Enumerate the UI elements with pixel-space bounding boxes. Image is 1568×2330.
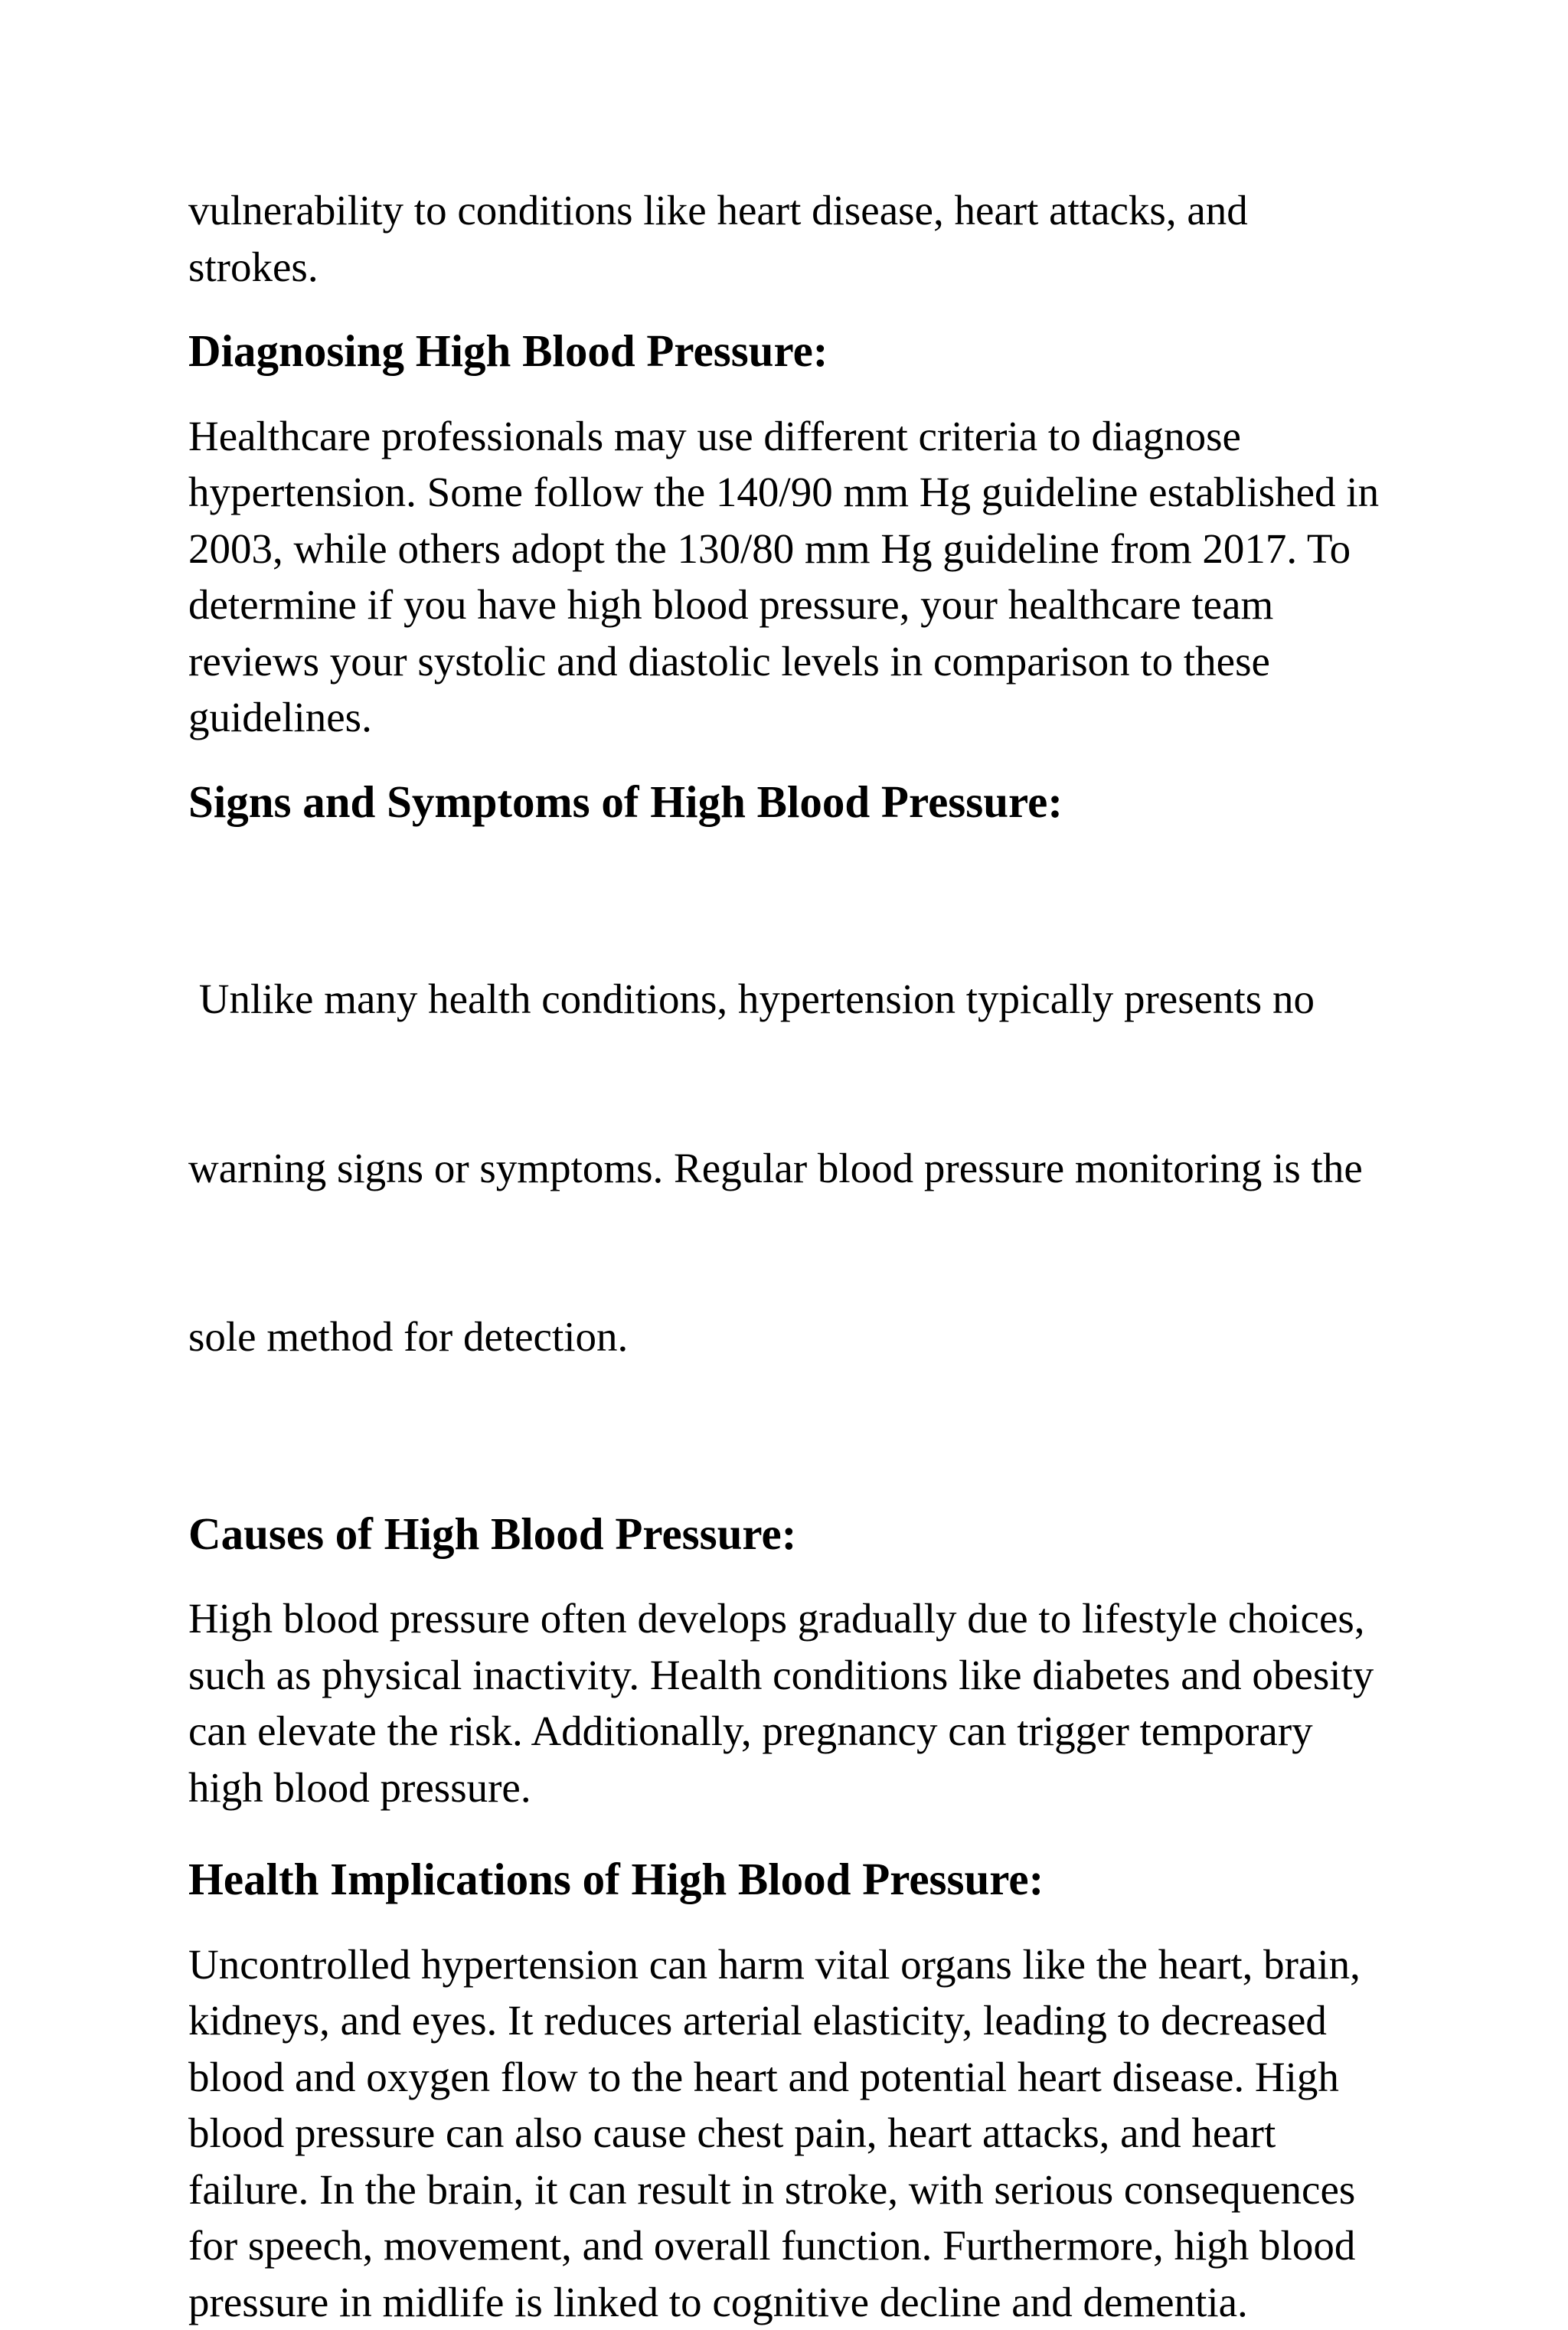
section-paragraph-diagnosing	[188, 408, 1413, 746]
section-heading-health-implications: Health Implications of High Blood Pressure:	[188, 1851, 1413, 1908]
paragraph-line: blood pressure can also cause chest pain, heart attacks, and heart	[188, 2105, 1413, 2162]
paragraph-line: guidelines.	[188, 689, 1413, 746]
paragraph-line: Healthcare professionals may use different criteria to diagnose	[188, 408, 1413, 465]
paragraph-line: can elevate the risk. Additionally, pregnancy can trigger temporary	[188, 1703, 1413, 1760]
paragraph-line: such as physical inactivity. Health conditions like diabetes and obesity	[188, 1647, 1413, 1704]
paragraph-line: kidneys, and eyes. It reduces arterial elasticity, leading to decreased	[188, 1992, 1413, 2049]
paragraph-line: reviews your systolic and diastolic levels in comparison to these	[188, 633, 1413, 690]
paragraph-line: strokes.	[188, 239, 1413, 296]
paragraph-line: failure. In the brain, it can result in stroke, with serious consequences	[188, 2162, 1413, 2218]
paragraph-line: vulnerability to conditions like heart disease, heart attacks, and	[188, 182, 1413, 239]
section-paragraph-signs-symptoms	[188, 858, 1413, 1478]
section-paragraph-causes	[188, 1590, 1413, 1815]
paragraph-line: blood and oxygen flow to the heart and potential heart disease. High	[188, 2049, 1413, 2106]
paragraph-line: High blood pressure often develops gradually due to lifestyle choices,	[188, 1590, 1413, 1647]
paragraph-line: sole method for detection.	[188, 1309, 1413, 1365]
paragraph-line: determine if you have high blood pressure, your healthcare team	[188, 577, 1413, 633]
section-paragraph-health-implications	[188, 1936, 1413, 2330]
intro-paragraph	[188, 182, 1413, 295]
paragraph-line: hypertension. Some follow the 140/90 mm Hg guideline established in	[188, 464, 1413, 521]
paragraph-line: high blood pressure.	[188, 1760, 1413, 1816]
paragraph-line: Uncontrolled hypertension can harm vital organs like the heart, brain,	[188, 1936, 1413, 1993]
paragraph-line: Unlike many health conditions, hypertension typically presents no	[188, 971, 1413, 1028]
section-heading-causes: Causes of High Blood Pressure:	[188, 1506, 1413, 1563]
paragraph-line: warning signs or symptoms. Regular blood pressure monitoring is the	[188, 1140, 1413, 1197]
section-heading-signs-symptoms: Signs and Symptoms of High Blood Pressure:	[188, 774, 1413, 831]
paragraph-line: pressure in midlife is linked to cognitive decline and dementia.	[188, 2274, 1413, 2330]
paragraph-line: 2003, while others adopt the 130/80 mm Hg guideline from 2017. To	[188, 521, 1413, 577]
paragraph-line: for speech, movement, and overall function. Furthermore, high blood	[188, 2217, 1413, 2274]
document-body	[188, 182, 1413, 2330]
section-heading-diagnosing: Diagnosing High Blood Pressure:	[188, 323, 1413, 380]
